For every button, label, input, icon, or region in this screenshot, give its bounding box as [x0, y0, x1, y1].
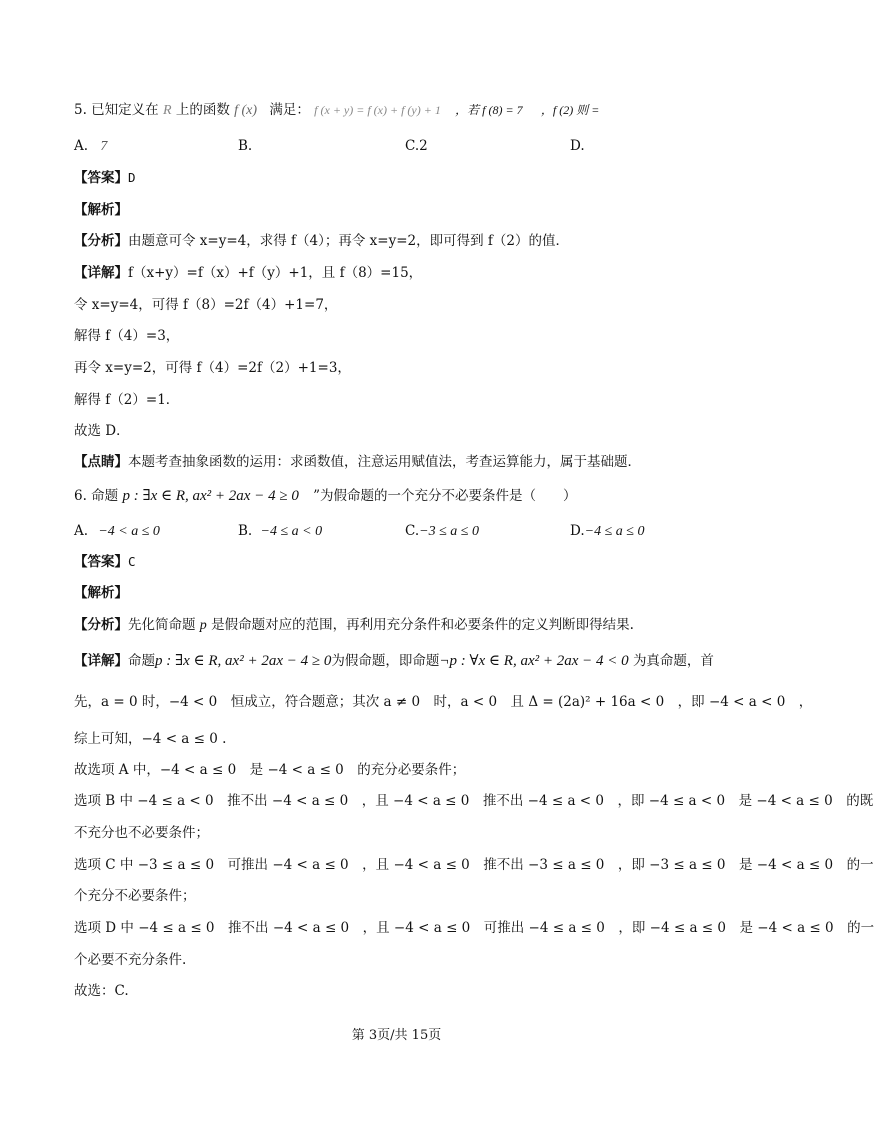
answer-value: D: [128, 170, 136, 185]
detail-text: f（x+y）=f（x）+f（y）+1，且 f（8）=15，: [128, 265, 423, 281]
q6-detail-2: 先，a = 0 时，−4 < 0 恒成立，符合题意；其次 a ≠ 0 时，a < 0 且 Δ = (2a)² + 16a < 0 ，即 −4 < a < 0 ，: [74, 694, 813, 710]
fenxi-text-b: 是假命题对应的范围，再利用充分条件和必要条件的定义判断即得结果.: [211, 617, 634, 633]
q5-answer: [74, 168, 753, 188]
q6-line-7: 个必要不充分条件.: [74, 952, 187, 968]
detail-label: 【详解】: [74, 265, 128, 281]
detail-label: 【详解】: [74, 653, 128, 669]
q6-stem: [74, 486, 753, 506]
answer-label: 【答案】: [74, 554, 128, 570]
q6-option-d: [570, 521, 644, 542]
q5-stem-prefix: 5. 已知定义在: [74, 102, 159, 118]
q6-answer: [74, 552, 753, 572]
q5-stem-mid: 上的函数: [175, 102, 230, 118]
page-footer: 第 3页/共 15页: [351, 1028, 442, 1043]
q5-comment: [74, 452, 753, 472]
option-label: D.: [570, 523, 585, 539]
comment-text: 本题考查抽象函数的运用：求函数值，注意运用赋值法，考查运算能力，属于基础题．: [128, 454, 641, 470]
q6-stem-prefix: 6. 命题: [74, 488, 119, 504]
q5-detail-4: 再令 x=y=2，可得 f（4）=2f（2）+1=3，: [74, 360, 351, 376]
q5-option-c: [405, 136, 428, 156]
fenxi-text: 由题意可令 x=y=4，求得 f（4）；再令 x=y=2，即可得到 f（2）的值．: [128, 233, 569, 249]
q6-line-1: 故选项 A 中，−4 < a ≤ 0 是 −4 < a ≤ 0 的充分必要条件；: [74, 762, 466, 778]
q5-option-d: [570, 136, 585, 156]
answer-value: C: [128, 554, 136, 569]
fenxi-label: 【分析】: [74, 233, 128, 249]
detail-1m: p : ∃x ∈ R, ax² + 2ax − 4 ≥ 0: [155, 653, 332, 669]
option-label: A.: [74, 523, 89, 539]
q5-stem-cond-label: 满足：: [269, 102, 310, 118]
q6-line-4: 选项 C 中 −3 ≤ a ≤ 0 可推出 −4 < a ≤ 0 ，且 −4 < a ≤ 0 推不出 −3 ≤ a ≤ 0 ，即 −3 ≤ a ≤ 0 是 −4 < a ≤ 0 的一: [74, 857, 874, 873]
q5-detail-1: [74, 263, 753, 283]
option-value: −4 < a ≤ 0: [98, 524, 160, 539]
option-label: C.: [405, 138, 420, 154]
option-label: B.: [238, 138, 253, 154]
q5-stem-fx: f (x): [234, 103, 258, 118]
q6-line-6: 选项 D 中 −4 ≤ a ≤ 0 推不出 −4 < a ≤ 0 ，且 −4 < a ≤ 0 可推出 −4 ≤ a ≤ 0 ，即 −4 ≤ a ≤ 0 是 −4 < a ≤ 0 的一: [74, 920, 874, 936]
detail-1n: ¬p : ∀x ∈ R, ax² + 2ax − 4 < 0: [439, 653, 629, 669]
q5-stem-ask: ，f (2) 则 =: [540, 103, 600, 117]
q5-detail-6: 故选 D．: [74, 423, 130, 439]
option-value: 2: [419, 138, 428, 154]
q6-line-3: 不充分也不必要条件；: [74, 825, 209, 841]
q5-analysis-heading: [74, 200, 753, 220]
q5-stem-cond-math: f (x + y) = f (x) + f (y) + 1: [314, 103, 441, 117]
analysis-label: 【解析】: [74, 202, 128, 218]
q5-stem: [74, 100, 753, 121]
option-label: D.: [570, 138, 585, 154]
q5-option-b: [238, 136, 252, 156]
comment-label: 【点睛】: [74, 454, 128, 470]
q5-option-a: [74, 136, 107, 157]
q6-line-2: 选项 B 中 −4 ≤ a < 0 推不出 −4 < a ≤ 0 ，且 −4 < a ≤ 0 推不出 −4 ≤ a < 0 ，即 −4 ≤ a < 0 是 −4 < a ≤ 0 的既: [74, 793, 874, 809]
q6-option-a: [74, 521, 160, 542]
q6-option-b: [238, 521, 322, 542]
q5-fenxi: [74, 231, 753, 251]
q6-line-8: 故选：C.: [74, 983, 129, 999]
q6-option-c: [405, 521, 479, 542]
option-value: 7: [100, 139, 108, 154]
analysis-label: 【解析】: [74, 585, 128, 601]
q5-detail-2: 令 x=y=4，可得 f（8）=2f（4）+1=7，: [74, 297, 338, 313]
option-value: −4 ≤ a < 0: [260, 524, 323, 539]
option-label: B.: [238, 523, 253, 539]
answer-label: 【答案】: [74, 170, 128, 186]
q6-detail-1: [74, 651, 753, 671]
option-label: C.: [405, 523, 420, 539]
q5-stem-r: R: [162, 103, 172, 118]
detail-1a: 命题: [128, 653, 155, 669]
q6-line-5: 个充分不必要条件；: [74, 888, 196, 904]
q6-fenxi: [74, 615, 753, 636]
fenxi-p: p: [199, 618, 207, 633]
q5-stem-given: ，若 f (8) = 7: [455, 103, 523, 117]
detail-1b: 为假命题，即命题: [331, 653, 440, 669]
option-label: A.: [74, 138, 89, 154]
q6-detail-3: 综上可知，−4 < a ≤ 0 .: [74, 731, 227, 747]
q5-detail-3: 解得 f（4）=3，: [74, 328, 180, 344]
detail-1c: 为真命题，首: [632, 653, 714, 669]
fenxi-label: 【分析】: [74, 617, 128, 633]
option-value: −3 ≤ a ≤ 0: [419, 524, 479, 539]
q6-stem-suffix: ”为假命题的一个充分不必要条件是（ ）: [313, 488, 577, 504]
q6-stem-math: p : ∃x ∈ R, ax² + 2ax − 4 ≥ 0: [122, 488, 299, 504]
fenxi-text-a: 先化简命题: [128, 617, 196, 633]
option-value: −4 ≤ a ≤ 0: [584, 524, 645, 539]
q5-detail-5: 解得 f（2）=1．: [74, 392, 180, 408]
q6-analysis-heading: [74, 583, 753, 603]
